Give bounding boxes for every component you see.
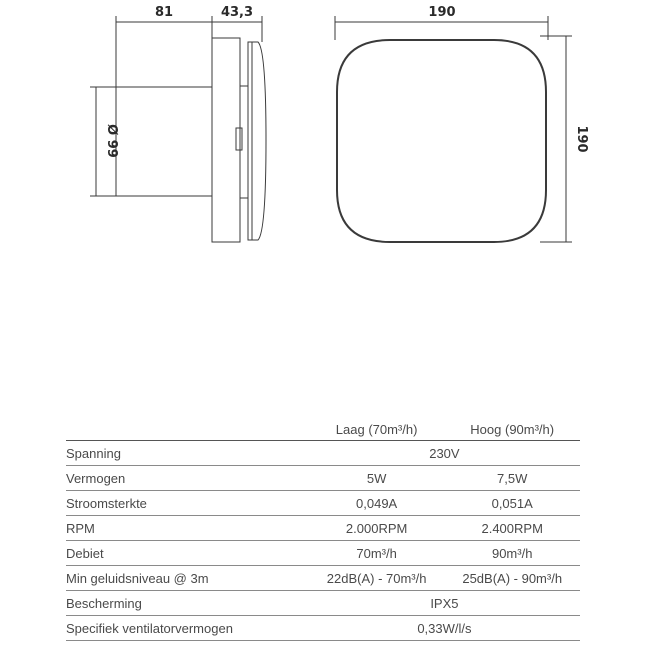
row-value: IPX5 [309, 591, 580, 616]
diameter-label: Ø 99 [104, 124, 119, 158]
depth-label: 81 [154, 5, 174, 20]
row-label: Spanning [66, 441, 309, 466]
table-row [66, 566, 580, 591]
panel-depth-label: 43,3 [220, 5, 254, 20]
row-label: Bescherming [66, 591, 309, 616]
row-value-low: 70m³/h [309, 541, 445, 566]
table-header-row [66, 418, 580, 441]
table-row [66, 541, 580, 566]
width-label: 190 [428, 5, 456, 20]
row-value-low: 5W [309, 466, 445, 491]
table-row [66, 491, 580, 516]
row-value-high: 25dB(A) - 90m³/h [444, 566, 580, 591]
row-label: Specifiek ventilatorvermogen [66, 616, 309, 641]
row-value-low: 2.000RPM [309, 516, 445, 541]
row-value-high: 90m³/h [444, 541, 580, 566]
table-row [66, 441, 580, 466]
row-value-high: 0,051A [444, 491, 580, 516]
row-value-low: 0,049A [309, 491, 445, 516]
front-view [335, 16, 572, 242]
front-panel-side [248, 42, 266, 240]
row-value-high: 2.400RPM [444, 516, 580, 541]
row-label: Vermogen [66, 466, 309, 491]
row-value: 230V [309, 441, 580, 466]
fan-collar [240, 86, 248, 198]
row-value-high: 7,5W [444, 466, 580, 491]
header-low: Laag (70m³/h) [309, 418, 445, 441]
table-row [66, 516, 580, 541]
technical-drawing [0, 0, 650, 260]
table-row [66, 466, 580, 491]
front-panel [337, 40, 546, 242]
row-value: 0,33W/l/s [309, 616, 580, 641]
height-label: 190 [574, 125, 589, 153]
header-high: Hoog (90m³/h) [444, 418, 580, 441]
table-row [66, 616, 580, 641]
fan-clip [236, 128, 242, 150]
row-label: Min geluidsniveau @ 3m [66, 566, 309, 591]
spec-table [66, 418, 580, 641]
table-row [66, 591, 580, 616]
row-value-low: 22dB(A) - 70m³/h [309, 566, 445, 591]
row-label: Debiet [66, 541, 309, 566]
row-label: RPM [66, 516, 309, 541]
header-spacer [66, 418, 309, 441]
row-label: Stroomsterkte [66, 491, 309, 516]
